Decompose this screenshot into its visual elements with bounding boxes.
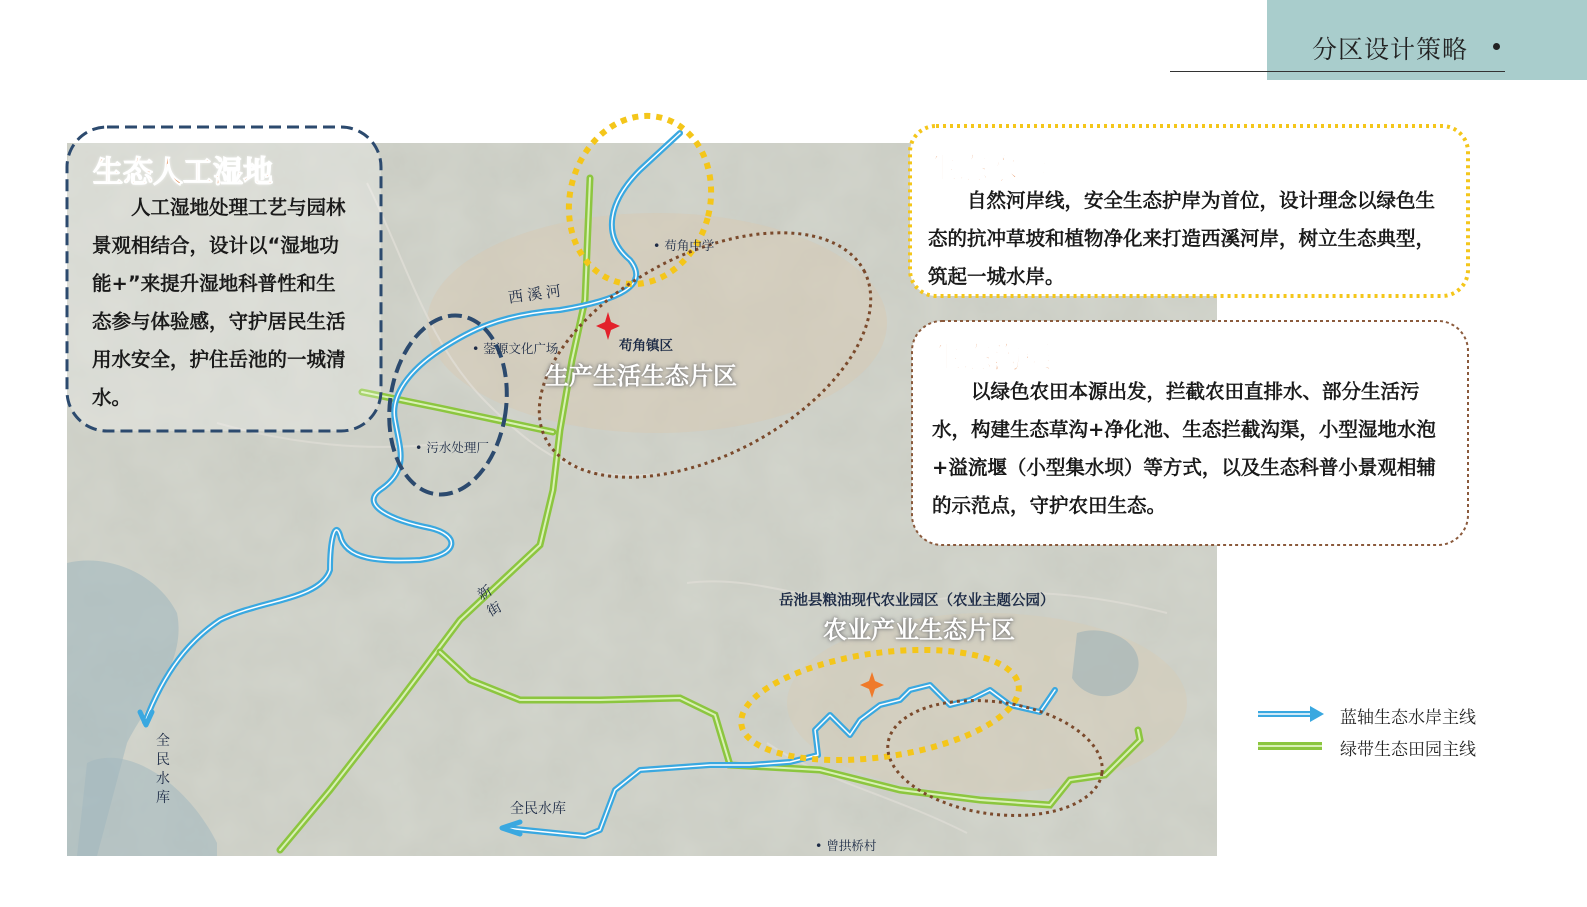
map-label-river: 西溪河: [507, 281, 567, 307]
map-label-school: • 苟角中学: [653, 238, 715, 253]
map-label-reservoir-left: 全民水库: [156, 733, 170, 806]
map-label-park: 岳池县粮油现代农业园区（农业主题公园）: [779, 593, 1055, 609]
blue-arrow-icon: [1256, 702, 1326, 726]
zone-label-living: 生产生活生态片区: [545, 362, 737, 390]
shore-zone-outline: [550, 100, 729, 300]
page-title: 分区设计策略: [1312, 35, 1469, 64]
ditch-body: 以绿色农田本源出发，拦截农田直排水、部分生活污水，构建生态草沟+净化池、生态拦截沟渠，小型湿地水泡+溢流堰（小型集水坝）等方式，以及生态科普小景观相辅的示范点，守护农田生态。: [932, 380, 1436, 517]
sewage-label: 污水处理厂: [426, 440, 489, 455]
green-line-icon: [1256, 734, 1326, 758]
zone-label-agri: 农业产业生态片区: [823, 616, 1015, 644]
map-label-reservoir-bottom: 全民水库: [510, 801, 566, 817]
wetland-body: 人工湿地处理工艺与园林景观相结合，设计以“湿地功能+”来提升湿地科普性和生态参与体验感，守护居民生活用水安全，护住岳池的一城清水。: [92, 196, 346, 409]
shore-info-box: [908, 124, 1470, 298]
ditch-title: 生态沟渠: [932, 341, 1052, 376]
legend-blue-label: 蓝轴生态水岸主线: [1340, 708, 1476, 728]
wetland-info-box: [65, 125, 383, 433]
map-label-town: 苟角镇区: [619, 338, 673, 354]
shore-title: 生态水岸: [928, 152, 1048, 187]
village-label: 曾拱桥村: [826, 838, 877, 853]
park-star-icon: [860, 672, 884, 698]
ditch-info-box: [910, 319, 1470, 547]
agri-brown-outline: [880, 688, 1109, 829]
town-star-icon: [596, 312, 620, 340]
map-label-sewage: • 污水处理厂: [415, 440, 489, 455]
map-label-street: 新街: [474, 582, 505, 621]
map-label-plaza: • 蓥源文化广场: [472, 341, 559, 356]
school-label: 苟角中学: [664, 238, 715, 253]
shore-body: 自然河岸线，安全生态护岸为首位，设计理念以绿色生态的抗冲草坡和植物净化来打造西溪河岸，树立生态典型，筑起一城水岸。: [928, 189, 1436, 288]
plaza-label: 蓥源文化广场: [483, 341, 559, 356]
wetland-title: 生态人工湿地: [93, 155, 273, 190]
map-label-village: • 曾拱桥村: [815, 838, 877, 853]
legend-green-label: 绿带生态田园主线: [1340, 740, 1476, 760]
